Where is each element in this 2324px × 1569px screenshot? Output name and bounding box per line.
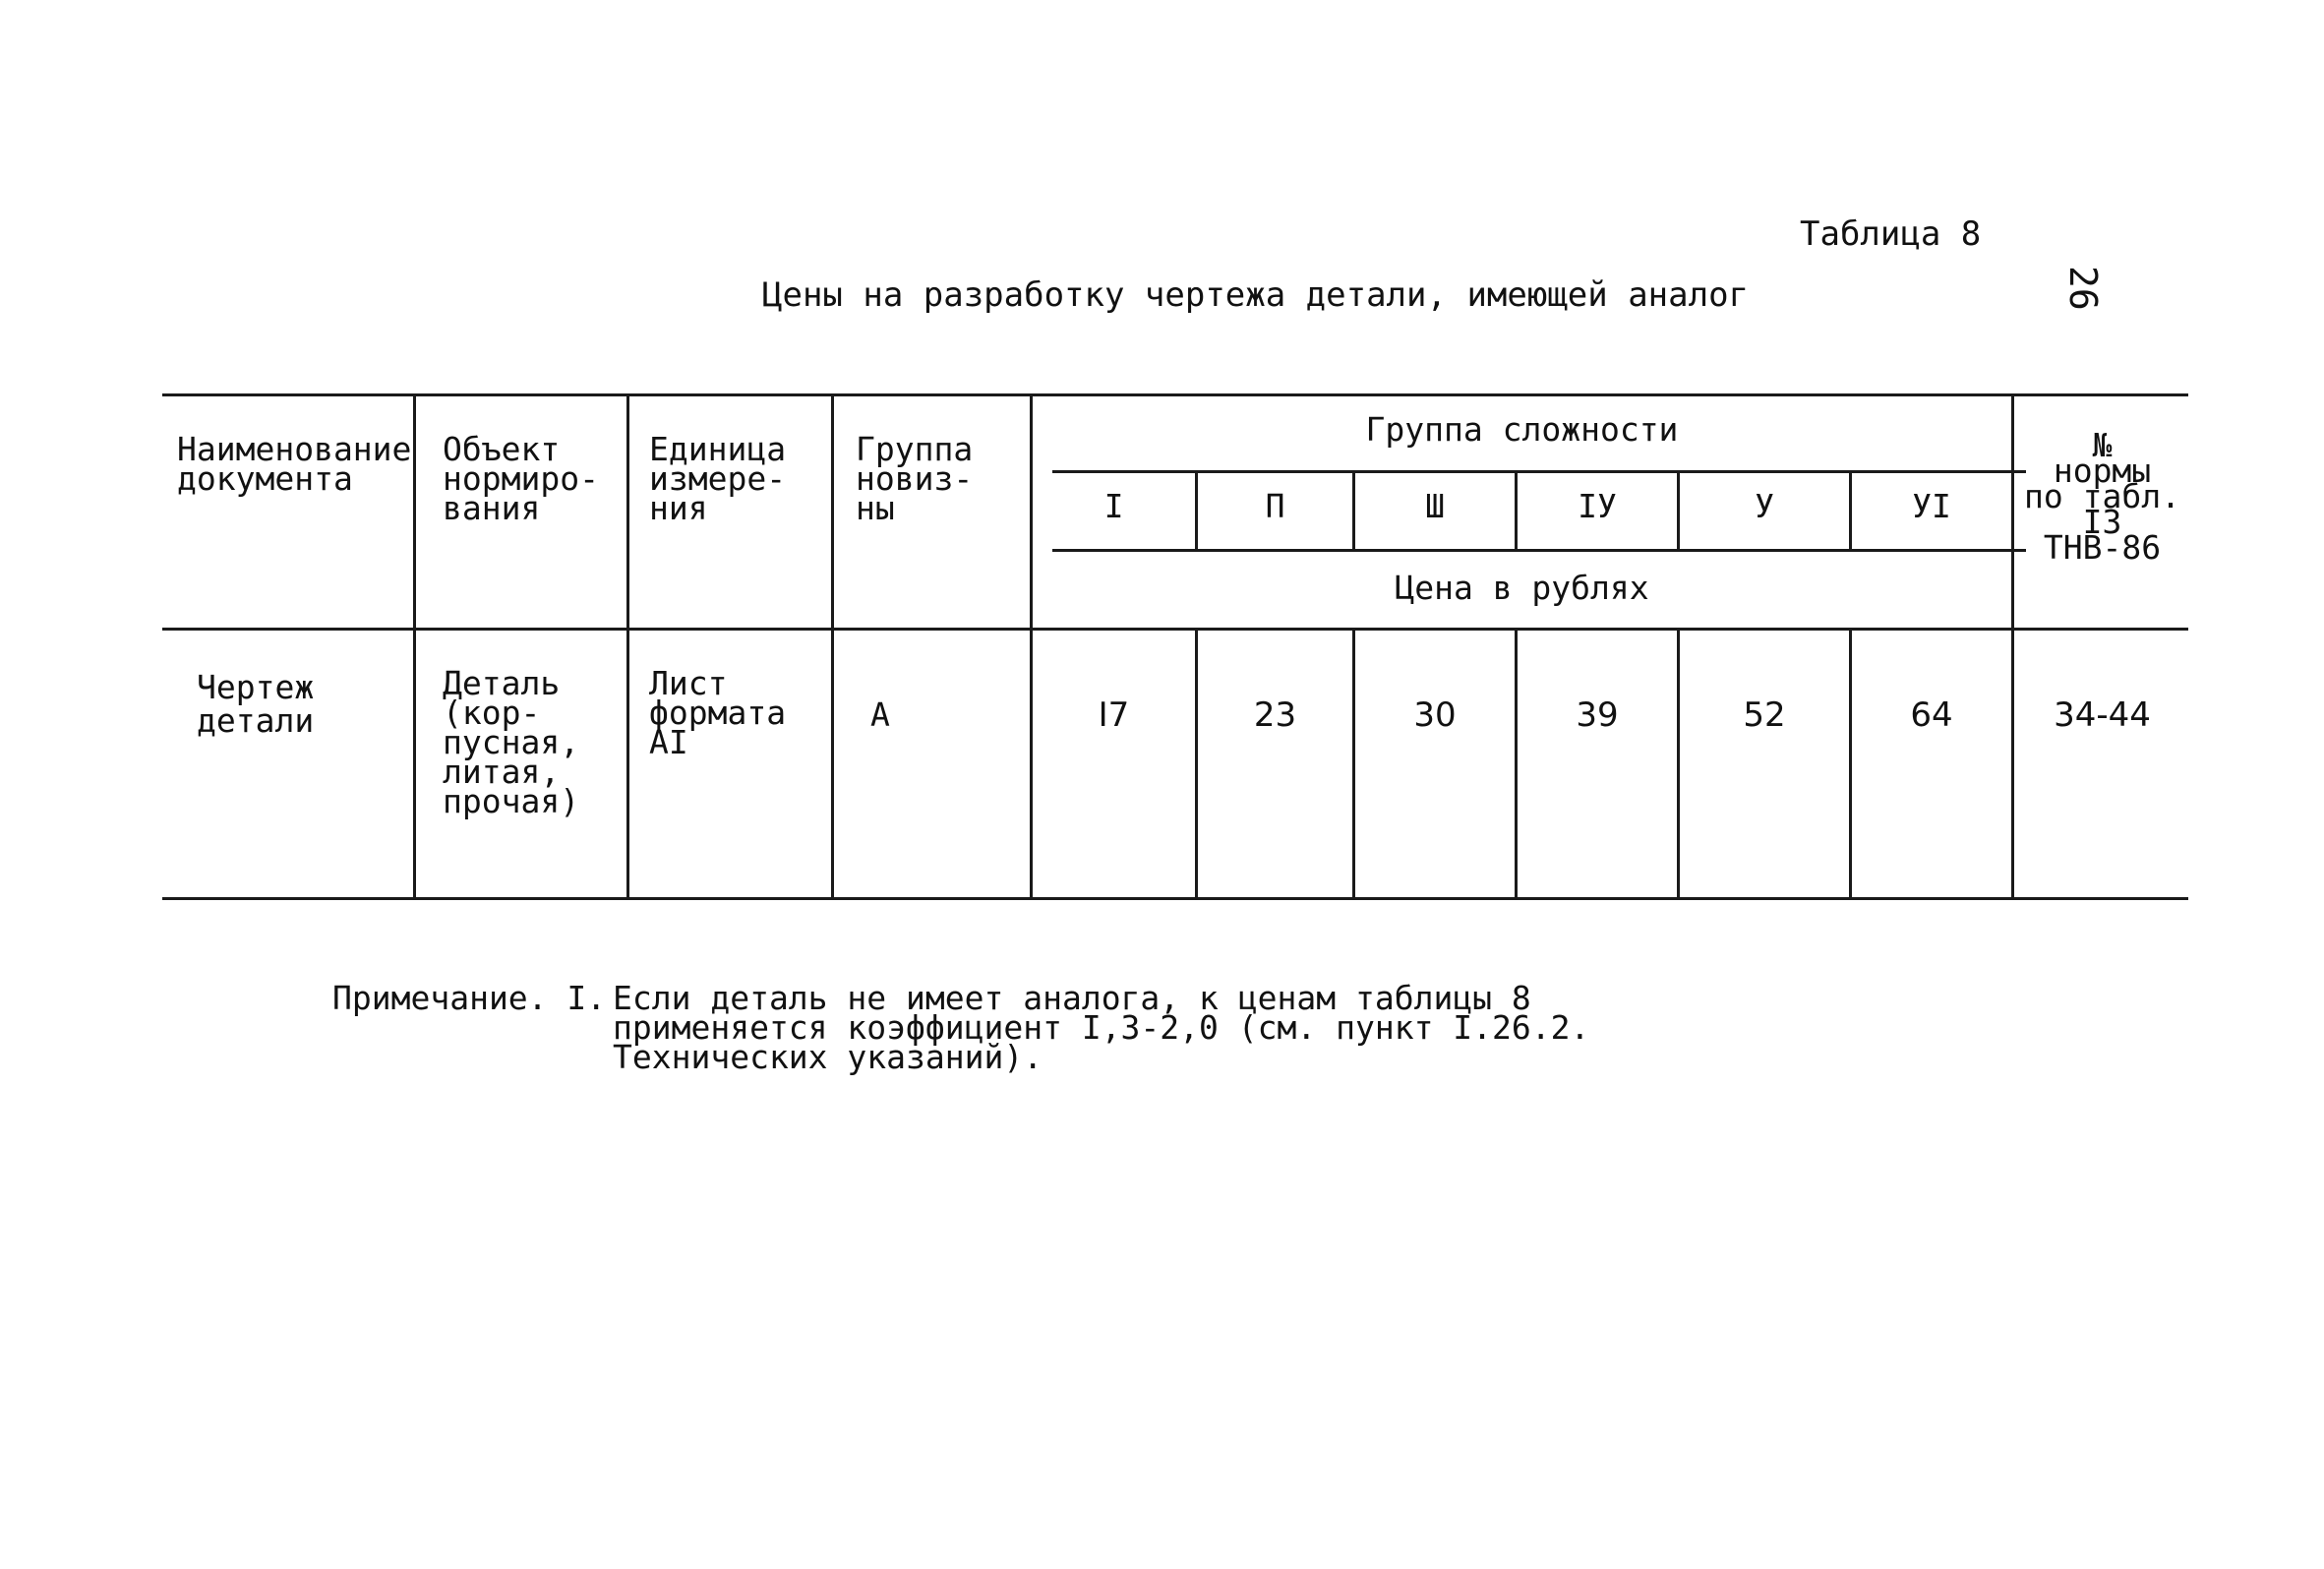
row-doc-name: Чертеж детали bbox=[197, 668, 315, 740]
price-cell-2: 23 bbox=[1253, 695, 1297, 735]
col-divider-b5 bbox=[1849, 628, 1852, 900]
table-bottom-border bbox=[162, 897, 2188, 900]
group-roman-divider bbox=[1052, 549, 2026, 552]
table-label: Таблица 8 bbox=[1800, 214, 1982, 254]
table-top-border bbox=[162, 393, 2188, 396]
table-title: Цены на разработку чертежа детали, имеющей аналог bbox=[762, 275, 1750, 315]
header-unit: Единица измере- ния bbox=[649, 430, 787, 527]
note-line-1: Если деталь не имеет аналога, к ценам таблицы 8 bbox=[613, 979, 1531, 1017]
row-norm-no: 34-44 bbox=[2054, 695, 2151, 735]
group-label-3: Ш bbox=[1425, 487, 1445, 525]
price-cell-5: 52 bbox=[1743, 695, 1786, 735]
price-cell-3: 30 bbox=[1413, 695, 1457, 735]
col-divider-1 bbox=[413, 393, 416, 900]
note-line-2: применяется коэффициент I,3-2,0 (см. пункт I.26.2. bbox=[613, 1008, 1590, 1047]
note-label: Примечание. I. bbox=[332, 979, 607, 1017]
header-bottom-border bbox=[162, 628, 2188, 631]
row-novelty: А bbox=[870, 695, 890, 734]
page-number: 26 bbox=[2061, 266, 2105, 311]
col-divider-2 bbox=[626, 393, 629, 900]
header-norm-no: № нормы по табл. I3 ТНВ-86 bbox=[2024, 426, 2180, 567]
group-label-4: IУ bbox=[1578, 487, 1617, 525]
group-label-6: УI bbox=[1912, 487, 1951, 525]
header-price-label: Цена в рублях bbox=[1395, 569, 1649, 607]
header-novelty: Группа новиз- ны bbox=[856, 430, 974, 527]
note-line-3: Технических указаний). bbox=[613, 1038, 1043, 1076]
col-divider-b4 bbox=[1677, 628, 1680, 900]
row-unit: Лист формата AI bbox=[649, 664, 787, 761]
group-header-divider bbox=[1052, 470, 2026, 473]
header-doc-name: Наименование документа bbox=[177, 430, 412, 498]
price-cell-6: 64 bbox=[1910, 695, 1953, 735]
col-divider-b1 bbox=[1195, 628, 1198, 900]
price-cell-4: 39 bbox=[1576, 695, 1619, 735]
price-table bbox=[162, 393, 2188, 900]
header-complexity-group: Группа сложности bbox=[1365, 410, 1679, 449]
group-label-1: I bbox=[1103, 487, 1124, 525]
header-object: Объект нормиро- вания bbox=[443, 430, 599, 527]
col-divider-b2 bbox=[1352, 628, 1355, 900]
col-divider-norm bbox=[2011, 393, 2014, 900]
group-label-5: У bbox=[1755, 487, 1774, 525]
col-divider-3 bbox=[831, 393, 834, 900]
group-label-2: П bbox=[1265, 487, 1285, 525]
col-divider-b3 bbox=[1515, 628, 1518, 900]
price-cell-1: I7 bbox=[1098, 695, 1130, 735]
row-object: Деталь (кор- пусная, литая, прочая) bbox=[443, 664, 580, 820]
table-note bbox=[332, 979, 1590, 1076]
col-divider-4 bbox=[1030, 393, 1033, 900]
